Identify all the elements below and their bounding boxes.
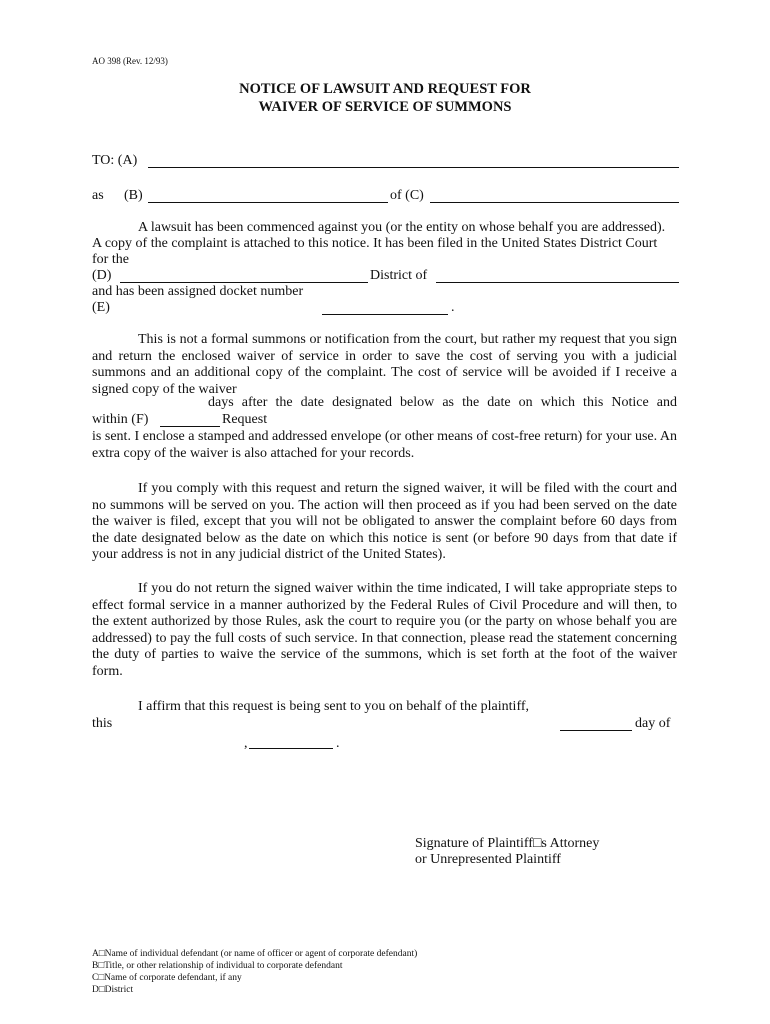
e-period: . xyxy=(451,300,455,315)
signature-line1: Signature of Plaintiff□s Attorney xyxy=(415,836,600,851)
field-day-line[interactable] xyxy=(560,730,632,731)
form-number: AO 398 (Rev. 12/93) xyxy=(92,56,168,66)
footnote-b: B□Title, or other relationship of individual to corporate defendant xyxy=(92,961,343,971)
affirm-text: I affirm that this request is being sent to you on behalf of the plaintiff, xyxy=(138,699,530,714)
field-b-line[interactable] xyxy=(148,202,388,203)
field-year-line[interactable] xyxy=(249,748,333,749)
para1-line2: A copy of the complaint is attached to this notice. It has been filed in the United States District Court xyxy=(92,236,658,251)
footnote-d: D□District xyxy=(92,985,134,995)
e-label: (E) xyxy=(92,300,110,315)
to-a-label: TO: (A) xyxy=(92,153,138,168)
para2-days-after: days after the date designated below as the date on which this Notice and xyxy=(208,395,677,410)
day-of-label: day of xyxy=(635,716,671,731)
within-f-label: within (F) xyxy=(92,412,149,427)
comma: , xyxy=(244,736,248,751)
signature-line2: or Unrepresented Plaintiff xyxy=(415,852,561,867)
field-c-line[interactable] xyxy=(430,202,679,203)
field-d-line[interactable] xyxy=(120,282,368,283)
para1-line5: and has been assigned docket number xyxy=(92,284,304,299)
request-label: Request xyxy=(222,412,268,427)
para2-rest: is sent. I enclose a stamped and addressed envelope (or other means of cost-free return) for your use. An extra copy of the waiver is also attached for your records. xyxy=(92,429,677,461)
footnote-c: C□Name of corporate defendant, if any xyxy=(92,973,242,983)
para2-text: This is not a formal summons or notification from the court, but rather my request that you sign and return the enclosed waiver of service in order to save the cost of serving you with a judicial summons and an additional copy of the complaint. The cost of service will be avoided if I receive a signed copy of the waiver xyxy=(92,332,677,397)
footnote-a: A□Name of individual defendant (or name of officer or agent of corporate defendant) xyxy=(92,949,418,959)
para4-text: If you do not return the signed waiver within the time indicated, I will take appropriate steps to effect formal service in a manner authorized by the Federal Rules of Civil Procedure and will then, to the extent authorized by those Rules, ask the court to require you (or the party on whose behalf you are addressed) to pay the full costs of such service. In that connection, please read the statement concerning the duty of parties to waive the service of the summons, which is set forth at the foot of the waiver form. xyxy=(92,581,677,679)
title-line-1: NOTICE OF LAWSUIT AND REQUEST FOR xyxy=(239,81,531,97)
field-e-line[interactable] xyxy=(322,314,448,315)
d-label: (D) xyxy=(92,268,112,283)
b-label: (B) xyxy=(124,188,143,203)
as-label: as xyxy=(92,188,104,203)
of-c-label: of (C) xyxy=(390,188,424,203)
district-of-label: District of xyxy=(370,268,428,283)
para1-line3: for the xyxy=(92,252,129,267)
year-period: . xyxy=(336,736,340,751)
field-district-line[interactable] xyxy=(436,282,679,283)
field-a-line[interactable] xyxy=(148,167,679,168)
field-f-line[interactable] xyxy=(160,426,220,427)
this-label: this xyxy=(92,716,113,731)
para3-text: If you comply with this request and return the signed waiver, it will be filed with the court and no summons will be served on you. The action will then proceed as if you had been served on the date the waiver is filed, except that you will not be obligated to answer the complaint before 60 days from the date designated below as the date on which this notice is sent (or before 90 days from that date if your address is not in any judicial district of the United States). xyxy=(92,481,677,562)
title-line-2: WAIVER OF SERVICE OF SUMMONS xyxy=(258,99,512,115)
para1-line1: A lawsuit has been commenced against you (or the entity on whose behalf you are addressed). xyxy=(138,220,666,235)
